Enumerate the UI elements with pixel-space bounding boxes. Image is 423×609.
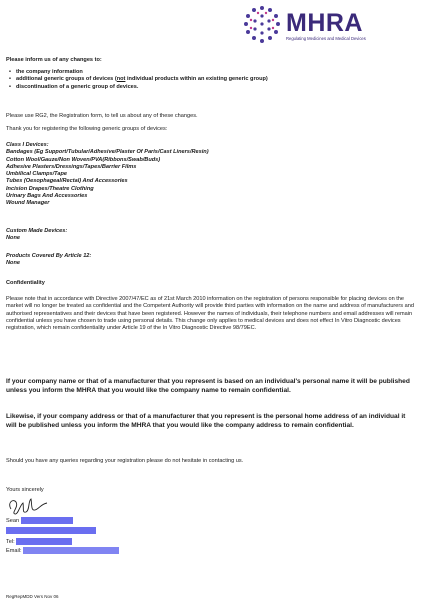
logo-tagline: Regulating Medicines and Medical Devices	[286, 36, 366, 41]
list-item: Bandages (Eg Support/Tubular/Adhesive/Plaster Of Paris/Cast Liners/Resin)	[6, 149, 209, 156]
article12-heading: Products Covered By Article 12:	[6, 253, 92, 259]
name-line	[6, 517, 416, 525]
rg2-note: Please use RG2, the Registration form, to tell us about any of these changes.	[6, 113, 198, 119]
redacted-email	[23, 547, 119, 554]
list-item: Tubes (Oesophageal/Rectal) And Accessories	[6, 178, 128, 185]
redacted-tel	[16, 538, 72, 545]
list-item: Umbilical Clamps/Tape	[6, 171, 68, 178]
class1-devices	[6, 142, 416, 207]
list-item: • additional generic groups of devices (not individual products within an existing generic group)	[16, 76, 423, 83]
confidentiality-heading: Confidentiality	[6, 280, 45, 286]
closing: Yours sincerely	[6, 487, 44, 493]
inform-section	[6, 57, 416, 64]
list-item: • discontinuation of a generic group of devices.	[16, 84, 423, 91]
redacted-title-line	[6, 527, 416, 535]
confidentiality-body: Please note that in accordance with Directive 2007/47/EC as of 21st March 2010 information on the registration of persons responsible for placing devices on the market will no longer be treated as confidential and the Competent Authority will provide third parties with information on the name and address of manufacturers and authorised representatives and their devices that have been registered. However the names of individuals, their telephone numbers and email addresses will remain confidential unless you have chosen to trade using personal details. This change only applies to medical devices and does not effect In Vitro Diagnostic devices registration, which remain confidentiality under Article 19 of the In Vitro Diagnostic Directive 98/79EC.	[6, 296, 414, 332]
article12-value: None	[6, 260, 20, 267]
list-item: Urinary Bags And Accessories	[6, 192, 88, 199]
dots-logo-icon	[240, 4, 284, 48]
custom-devices	[6, 228, 416, 243]
list-item: Cotton Wool/Gauze/Non Woven/PVA(Ribbons/Swab/Buds)	[6, 156, 161, 163]
inform-heading: Please inform us of any changes to:	[6, 57, 102, 63]
list-item: Wound Manager	[6, 200, 50, 207]
not-emphasis: not	[116, 76, 126, 83]
company-address-notice: Likewise, if your company address or that of a manufacturer that you represent is the personal home address of an individual it will be published unless you inform the MHRA that you would like the company address to remain confidential.	[6, 413, 406, 429]
logo-wordmark: MHRA	[286, 9, 363, 37]
name-label: Sean	[6, 517, 20, 524]
tel-line	[6, 538, 416, 546]
class1-heading: Class I Devices:	[6, 142, 49, 148]
custom-heading: Custom Made Devices:	[6, 228, 68, 234]
custom-value: None	[6, 235, 20, 242]
signoff-details	[6, 517, 416, 555]
thanks-text: Thank you for registering the following generic groups of devices:	[6, 126, 168, 132]
tel-label: Tel:	[6, 538, 15, 545]
redacted-title	[6, 527, 96, 534]
article12-products	[6, 253, 416, 268]
redacted-name	[21, 517, 73, 524]
mhra-logo	[240, 4, 418, 48]
email-line	[6, 547, 416, 555]
footer-version: RegRepMDD Vers Nov 06	[6, 594, 59, 599]
email-label: Email:	[6, 547, 22, 554]
list-item: Incision Drapes/Theatre Clothing	[6, 185, 94, 192]
inform-list	[6, 69, 423, 91]
company-name-notice: If your company name or that of a manufacturer that you represent is based on an individual's personal name it will be published unless you inform the MHRA that you would like the company name to remain confidential.	[6, 378, 410, 394]
list-item: • the company information	[16, 69, 423, 76]
signature-icon	[5, 495, 51, 517]
queries-text: Should you have any queries regarding your registration please do not hesitate in contacting us.	[6, 458, 244, 464]
list-item: Adhesive Plasters/Dressings/Tapes/Barrier Films	[6, 163, 137, 170]
